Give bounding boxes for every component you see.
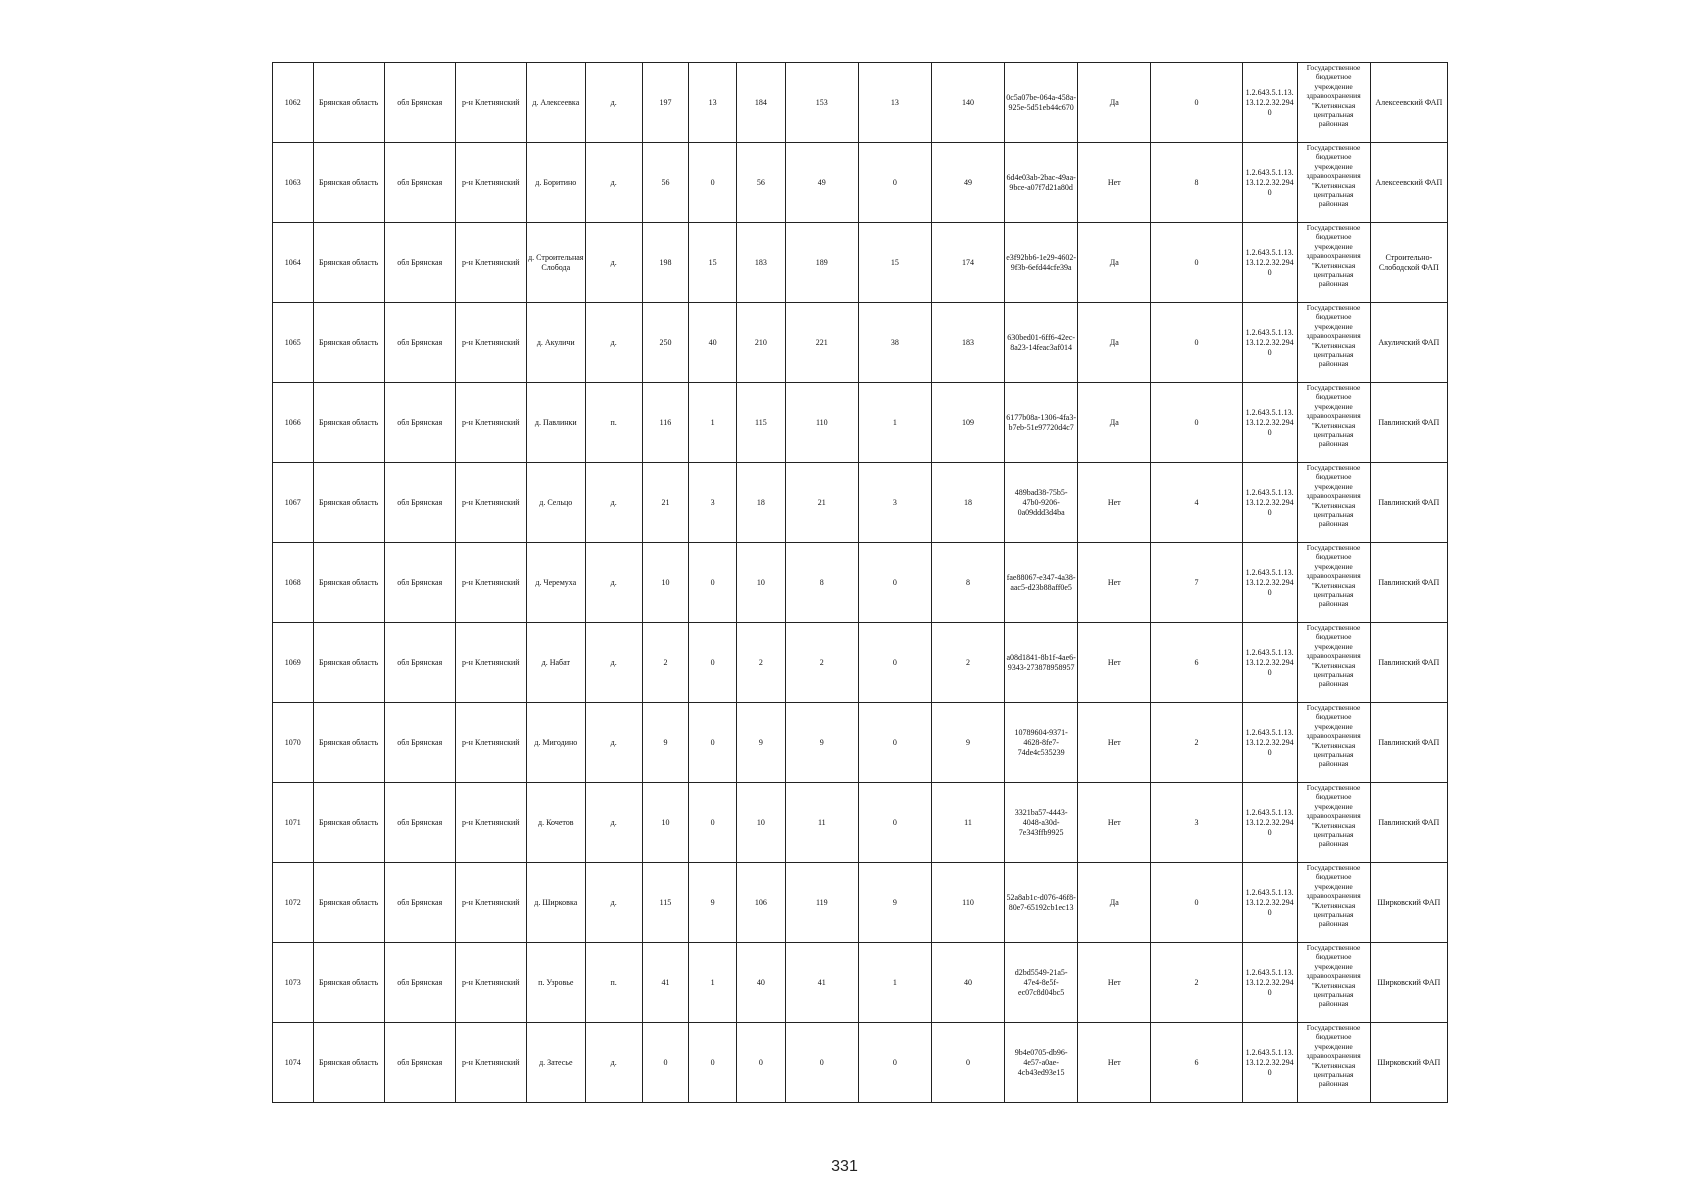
- table-row: [273, 703, 1448, 783]
- cell-flag: Да: [1078, 303, 1151, 383]
- cell-organization: Государственное бюджетное учреждение здравоохранения "Клетнянская центральная районная: [1297, 303, 1370, 383]
- cell-oid: 1.2.643.5.1.13.13.12.2.32.2940: [1242, 943, 1297, 1023]
- settlements-table: [272, 62, 1448, 1103]
- cell-municipality: р-н Клетнянский: [455, 783, 526, 863]
- table-row: [273, 1023, 1448, 1103]
- cell-distance: 8: [1151, 143, 1242, 223]
- cell-municipality: р-н Клетнянский: [455, 143, 526, 223]
- cell-guid: 9b4e0705-db96-4e57-a0ae-4cb43ed93e15: [1005, 1023, 1078, 1103]
- cell-row-number: 1072: [273, 863, 314, 943]
- cell-settlement-type: д.: [585, 1023, 642, 1103]
- cell-municipality: р-н Клетнянский: [455, 703, 526, 783]
- cell-population-children: 0: [689, 543, 737, 623]
- cell-value-3: 18: [931, 463, 1004, 543]
- cell-region: Брянская область: [313, 623, 384, 703]
- cell-row-number: 1065: [273, 303, 314, 383]
- cell-guid: d2bd5549-21a5-47e4-8e5f-ec07c8d04bc5: [1005, 943, 1078, 1023]
- cell-distance: 2: [1151, 703, 1242, 783]
- cell-distance: 0: [1151, 63, 1242, 143]
- cell-value-2: 13: [858, 63, 931, 143]
- cell-population-children: 13: [689, 63, 737, 143]
- cell-organization: Государственное бюджетное учреждение здравоохранения "Клетнянская центральная районная: [1297, 623, 1370, 703]
- cell-oid: 1.2.643.5.1.13.13.12.2.32.2940: [1242, 223, 1297, 303]
- cell-municipality: р-н Клетнянский: [455, 223, 526, 303]
- cell-distance: 6: [1151, 623, 1242, 703]
- cell-population-total: 197: [642, 63, 689, 143]
- cell-value-3: 183: [931, 303, 1004, 383]
- cell-flag: Нет: [1078, 543, 1151, 623]
- cell-settlement-type: д.: [585, 623, 642, 703]
- page-number: 331: [831, 1158, 858, 1175]
- cell-region: Брянская область: [313, 783, 384, 863]
- cell-region: Брянская область: [313, 63, 384, 143]
- cell-organization: Государственное бюджетное учреждение здравоохранения "Клетнянская центральная районная: [1297, 943, 1370, 1023]
- cell-guid: fae88067-e347-4a38-aac5-d23b88aff0e5: [1005, 543, 1078, 623]
- cell-value-1: 153: [785, 63, 858, 143]
- cell-settlement-type: д.: [585, 303, 642, 383]
- cell-region: Брянская область: [313, 943, 384, 1023]
- cell-district: обл Брянская: [384, 943, 455, 1023]
- cell-region: Брянская область: [313, 303, 384, 383]
- cell-population-children: 0: [689, 623, 737, 703]
- cell-value-1: 11: [785, 783, 858, 863]
- cell-oid: 1.2.643.5.1.13.13.12.2.32.2940: [1242, 1023, 1297, 1103]
- table-row: [273, 303, 1448, 383]
- cell-settlement-type: д.: [585, 863, 642, 943]
- cell-population-children: 1: [689, 943, 737, 1023]
- cell-value-1: 8: [785, 543, 858, 623]
- cell-settlement: д. Павлинки: [526, 383, 585, 463]
- cell-population-adults: 10: [737, 783, 786, 863]
- cell-value-1: 119: [785, 863, 858, 943]
- cell-population-children: 9: [689, 863, 737, 943]
- cell-population-adults: 56: [737, 143, 786, 223]
- cell-row-number: 1063: [273, 143, 314, 223]
- cell-facility: Алексеевский ФАП: [1370, 143, 1447, 223]
- cell-value-2: 9: [858, 863, 931, 943]
- cell-flag: Нет: [1078, 783, 1151, 863]
- cell-distance: 7: [1151, 543, 1242, 623]
- cell-district: обл Брянская: [384, 1023, 455, 1103]
- cell-municipality: р-н Клетнянский: [455, 543, 526, 623]
- cell-distance: 0: [1151, 863, 1242, 943]
- cell-distance: 4: [1151, 463, 1242, 543]
- cell-guid: e3f92bb6-1e29-4602-9f3b-6efd44cfe39a: [1005, 223, 1078, 303]
- cell-facility: Павлинский ФАП: [1370, 543, 1447, 623]
- cell-oid: 1.2.643.5.1.13.13.12.2.32.2940: [1242, 143, 1297, 223]
- cell-oid: 1.2.643.5.1.13.13.12.2.32.2940: [1242, 463, 1297, 543]
- cell-value-2: 3: [858, 463, 931, 543]
- cell-value-3: 9: [931, 703, 1004, 783]
- cell-value-3: 174: [931, 223, 1004, 303]
- cell-municipality: р-н Клетнянский: [455, 63, 526, 143]
- cell-district: обл Брянская: [384, 383, 455, 463]
- data-table-sheet: [272, 62, 1448, 1103]
- cell-organization: Государственное бюджетное учреждение здравоохранения "Клетнянская центральная районная: [1297, 383, 1370, 463]
- cell-oid: 1.2.643.5.1.13.13.12.2.32.2940: [1242, 863, 1297, 943]
- cell-organization: Государственное бюджетное учреждение здравоохранения "Клетнянская центральная районная: [1297, 783, 1370, 863]
- cell-flag: Да: [1078, 383, 1151, 463]
- cell-value-2: 0: [858, 1023, 931, 1103]
- cell-settlement-type: д.: [585, 143, 642, 223]
- cell-region: Брянская область: [313, 223, 384, 303]
- table-body: [273, 63, 1448, 1103]
- cell-population-total: 21: [642, 463, 689, 543]
- cell-population-adults: 10: [737, 543, 786, 623]
- cell-district: обл Брянская: [384, 543, 455, 623]
- cell-value-3: 8: [931, 543, 1004, 623]
- cell-settlement-type: д.: [585, 223, 642, 303]
- cell-value-1: 41: [785, 943, 858, 1023]
- cell-settlement: д. Черемуха: [526, 543, 585, 623]
- cell-district: обл Брянская: [384, 463, 455, 543]
- table-row: [273, 463, 1448, 543]
- cell-district: обл Брянская: [384, 143, 455, 223]
- cell-value-2: 38: [858, 303, 931, 383]
- cell-population-children: 0: [689, 783, 737, 863]
- cell-facility: Ширковский ФАП: [1370, 863, 1447, 943]
- cell-settlement: д. Затесье: [526, 1023, 585, 1103]
- cell-value-2: 1: [858, 943, 931, 1023]
- cell-population-total: 0: [642, 1023, 689, 1103]
- cell-region: Брянская область: [313, 703, 384, 783]
- cell-value-1: 189: [785, 223, 858, 303]
- cell-district: обл Брянская: [384, 623, 455, 703]
- cell-distance: 0: [1151, 223, 1242, 303]
- cell-region: Брянская область: [313, 143, 384, 223]
- cell-population-total: 10: [642, 543, 689, 623]
- cell-value-3: 110: [931, 863, 1004, 943]
- cell-value-2: 0: [858, 543, 931, 623]
- cell-value-1: 9: [785, 703, 858, 783]
- cell-settlement: д. Набат: [526, 623, 585, 703]
- cell-row-number: 1062: [273, 63, 314, 143]
- cell-guid: 10789604-9371-4628-8fe7-74de4c535239: [1005, 703, 1078, 783]
- cell-population-adults: 106: [737, 863, 786, 943]
- cell-facility: Павлинский ФАП: [1370, 703, 1447, 783]
- cell-value-1: 0: [785, 1023, 858, 1103]
- cell-guid: 52a8ab1c-d076-46f8-80e7-65192cb1ec13: [1005, 863, 1078, 943]
- cell-value-1: 2: [785, 623, 858, 703]
- cell-flag: Да: [1078, 223, 1151, 303]
- cell-population-children: 0: [689, 1023, 737, 1103]
- cell-municipality: р-н Клетнянский: [455, 623, 526, 703]
- cell-settlement: п. Узровье: [526, 943, 585, 1023]
- cell-row-number: 1070: [273, 703, 314, 783]
- cell-population-adults: 0: [737, 1023, 786, 1103]
- cell-oid: 1.2.643.5.1.13.13.12.2.32.2940: [1242, 63, 1297, 143]
- cell-guid: 6177b08a-1306-4fa3-b7eb-51e97720d4c7: [1005, 383, 1078, 463]
- cell-population-adults: 9: [737, 703, 786, 783]
- table-row: [273, 863, 1448, 943]
- cell-guid: 0c5a07be-064a-458a-925e-5d51eb44c670: [1005, 63, 1078, 143]
- cell-population-children: 3: [689, 463, 737, 543]
- cell-settlement-type: д.: [585, 783, 642, 863]
- cell-facility: Алексеевский ФАП: [1370, 63, 1447, 143]
- cell-guid: 630bed01-6ff6-42ec-8a23-14feac3af014: [1005, 303, 1078, 383]
- cell-region: Брянская область: [313, 463, 384, 543]
- cell-distance: 6: [1151, 1023, 1242, 1103]
- cell-organization: Государственное бюджетное учреждение здравоохранения "Клетнянская центральная районная: [1297, 223, 1370, 303]
- cell-organization: Государственное бюджетное учреждение здравоохранения "Клетнянская центральная районная: [1297, 63, 1370, 143]
- table-row: [273, 143, 1448, 223]
- table-row: [273, 383, 1448, 463]
- cell-value-3: 49: [931, 143, 1004, 223]
- cell-district: обл Брянская: [384, 303, 455, 383]
- cell-municipality: р-н Клетнянский: [455, 383, 526, 463]
- cell-flag: Нет: [1078, 943, 1151, 1023]
- cell-population-adults: 115: [737, 383, 786, 463]
- cell-row-number: 1074: [273, 1023, 314, 1103]
- table-row: [273, 63, 1448, 143]
- cell-organization: Государственное бюджетное учреждение здравоохранения "Клетнянская центральная районная: [1297, 863, 1370, 943]
- cell-guid: 3321ba57-4443-4048-a30d-7e343ffb9925: [1005, 783, 1078, 863]
- cell-facility: Строительно-Слободской ФАП: [1370, 223, 1447, 303]
- cell-district: обл Брянская: [384, 863, 455, 943]
- cell-value-2: 1: [858, 383, 931, 463]
- cell-population-adults: 210: [737, 303, 786, 383]
- cell-population-children: 40: [689, 303, 737, 383]
- cell-oid: 1.2.643.5.1.13.13.12.2.32.2940: [1242, 783, 1297, 863]
- cell-district: обл Брянская: [384, 703, 455, 783]
- cell-oid: 1.2.643.5.1.13.13.12.2.32.2940: [1242, 543, 1297, 623]
- cell-settlement-type: д.: [585, 63, 642, 143]
- cell-municipality: р-н Клетнянский: [455, 943, 526, 1023]
- table-row: [273, 223, 1448, 303]
- cell-facility: Павлинский ФАП: [1370, 783, 1447, 863]
- cell-value-2: 0: [858, 783, 931, 863]
- cell-oid: 1.2.643.5.1.13.13.12.2.32.2940: [1242, 303, 1297, 383]
- cell-row-number: 1068: [273, 543, 314, 623]
- cell-facility: Ширковский ФАП: [1370, 1023, 1447, 1103]
- table-row: [273, 943, 1448, 1023]
- cell-settlement: д. Сельцо: [526, 463, 585, 543]
- cell-settlement: д. Боритино: [526, 143, 585, 223]
- cell-settlement-type: п.: [585, 943, 642, 1023]
- cell-region: Брянская область: [313, 543, 384, 623]
- cell-district: обл Брянская: [384, 223, 455, 303]
- cell-population-adults: 183: [737, 223, 786, 303]
- cell-value-3: 2: [931, 623, 1004, 703]
- cell-row-number: 1064: [273, 223, 314, 303]
- cell-row-number: 1066: [273, 383, 314, 463]
- cell-flag: Да: [1078, 863, 1151, 943]
- cell-flag: Нет: [1078, 1023, 1151, 1103]
- cell-flag: Нет: [1078, 623, 1151, 703]
- cell-settlement-type: д.: [585, 543, 642, 623]
- cell-settlement: д. Акуличи: [526, 303, 585, 383]
- cell-population-total: 115: [642, 863, 689, 943]
- cell-flag: Нет: [1078, 703, 1151, 783]
- cell-population-children: 15: [689, 223, 737, 303]
- cell-settlement-type: д.: [585, 703, 642, 783]
- cell-municipality: р-н Клетнянский: [455, 303, 526, 383]
- cell-value-3: 0: [931, 1023, 1004, 1103]
- cell-row-number: 1069: [273, 623, 314, 703]
- cell-distance: 0: [1151, 303, 1242, 383]
- cell-guid: 489bad38-75b5-47b0-9206-0a09ddd3d4ba: [1005, 463, 1078, 543]
- table-row: [273, 623, 1448, 703]
- cell-value-2: 0: [858, 703, 931, 783]
- cell-distance: 0: [1151, 383, 1242, 463]
- cell-population-total: 116: [642, 383, 689, 463]
- cell-population-adults: 40: [737, 943, 786, 1023]
- cell-organization: Государственное бюджетное учреждение здравоохранения "Клетнянская центральная районная: [1297, 143, 1370, 223]
- cell-population-total: 41: [642, 943, 689, 1023]
- cell-value-3: 109: [931, 383, 1004, 463]
- cell-value-1: 110: [785, 383, 858, 463]
- cell-settlement-type: д.: [585, 463, 642, 543]
- cell-population-children: 0: [689, 143, 737, 223]
- cell-organization: Государственное бюджетное учреждение здравоохранения "Клетнянская центральная районная: [1297, 543, 1370, 623]
- cell-region: Брянская область: [313, 383, 384, 463]
- cell-row-number: 1073: [273, 943, 314, 1023]
- cell-organization: Государственное бюджетное учреждение здравоохранения "Клетнянская центральная районная: [1297, 463, 1370, 543]
- cell-value-2: 0: [858, 143, 931, 223]
- cell-region: Брянская область: [313, 863, 384, 943]
- cell-oid: 1.2.643.5.1.13.13.12.2.32.2940: [1242, 703, 1297, 783]
- cell-guid: a08d1841-8b1f-4ae6-9343-273878958957: [1005, 623, 1078, 703]
- cell-population-total: 2: [642, 623, 689, 703]
- cell-municipality: р-н Клетнянский: [455, 1023, 526, 1103]
- cell-distance: 3: [1151, 783, 1242, 863]
- cell-facility: Павлинский ФАП: [1370, 463, 1447, 543]
- cell-value-3: 140: [931, 63, 1004, 143]
- cell-population-total: 56: [642, 143, 689, 223]
- cell-oid: 1.2.643.5.1.13.13.12.2.32.2940: [1242, 623, 1297, 703]
- cell-population-children: 0: [689, 703, 737, 783]
- cell-population-adults: 18: [737, 463, 786, 543]
- cell-population-adults: 2: [737, 623, 786, 703]
- cell-facility: Ширковский ФАП: [1370, 943, 1447, 1023]
- cell-organization: Государственное бюджетное учреждение здравоохранения "Клетнянская центральная районная: [1297, 1023, 1370, 1103]
- cell-value-3: 40: [931, 943, 1004, 1023]
- cell-value-1: 221: [785, 303, 858, 383]
- cell-facility: Павлинский ФАП: [1370, 383, 1447, 463]
- cell-value-2: 0: [858, 623, 931, 703]
- cell-guid: 6d4e03ab-2bac-49aa-9bce-a07f7d21a80d: [1005, 143, 1078, 223]
- cell-population-total: 9: [642, 703, 689, 783]
- table-row: [273, 543, 1448, 623]
- cell-oid: 1.2.643.5.1.13.13.12.2.32.2940: [1242, 383, 1297, 463]
- cell-value-1: 21: [785, 463, 858, 543]
- cell-facility: Павлинский ФАП: [1370, 623, 1447, 703]
- cell-flag: Да: [1078, 63, 1151, 143]
- cell-flag: Нет: [1078, 143, 1151, 223]
- cell-population-total: 250: [642, 303, 689, 383]
- cell-settlement-type: п.: [585, 383, 642, 463]
- cell-value-3: 11: [931, 783, 1004, 863]
- cell-district: обл Брянская: [384, 783, 455, 863]
- cell-value-1: 49: [785, 143, 858, 223]
- cell-settlement: д. Кочетов: [526, 783, 585, 863]
- cell-distance: 2: [1151, 943, 1242, 1023]
- cell-population-total: 198: [642, 223, 689, 303]
- table-row: [273, 783, 1448, 863]
- cell-settlement: д. Строительная Слобода: [526, 223, 585, 303]
- cell-population-children: 1: [689, 383, 737, 463]
- cell-population-adults: 184: [737, 63, 786, 143]
- cell-settlement: д. Мигодино: [526, 703, 585, 783]
- cell-facility: Акуличский ФАП: [1370, 303, 1447, 383]
- cell-district: обл Брянская: [384, 63, 455, 143]
- cell-municipality: р-н Клетнянский: [455, 863, 526, 943]
- cell-organization: Государственное бюджетное учреждение здравоохранения "Клетнянская центральная районная: [1297, 703, 1370, 783]
- cell-row-number: 1067: [273, 463, 314, 543]
- cell-municipality: р-н Клетнянский: [455, 463, 526, 543]
- cell-settlement: д. Алексеевка: [526, 63, 585, 143]
- cell-region: Брянская область: [313, 1023, 384, 1103]
- cell-flag: Нет: [1078, 463, 1151, 543]
- cell-settlement: д. Ширковка: [526, 863, 585, 943]
- cell-value-2: 15: [858, 223, 931, 303]
- cell-population-total: 10: [642, 783, 689, 863]
- cell-row-number: 1071: [273, 783, 314, 863]
